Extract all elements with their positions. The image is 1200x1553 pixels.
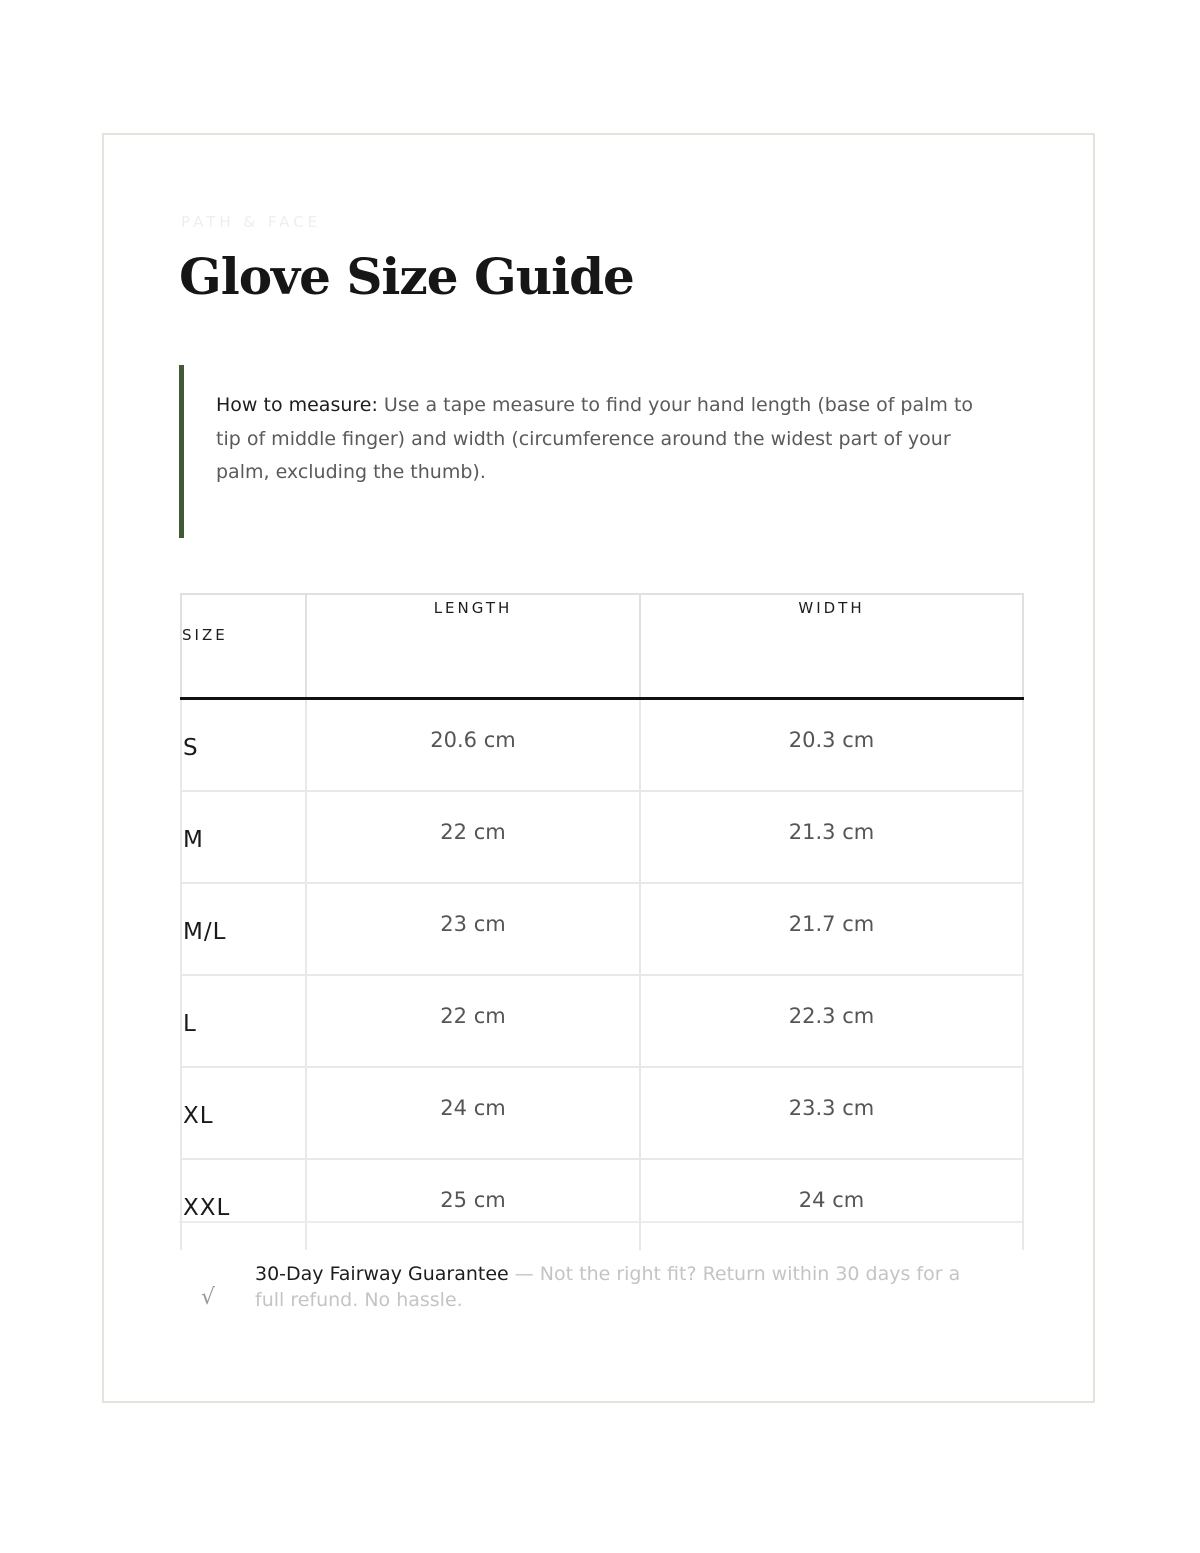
width-cell: 22.3 cm xyxy=(640,975,1023,1067)
length-cell: 22 cm xyxy=(306,975,640,1067)
check-icon: √ xyxy=(201,1285,216,1310)
table-row xyxy=(181,1159,1023,1250)
guarantee-text: — Not the right fit? Return within 30 days for a full refund. No hassle. xyxy=(255,1263,961,1311)
table-header-row xyxy=(181,594,1023,699)
measure-callout xyxy=(179,365,974,538)
table-row xyxy=(181,975,1023,1067)
table-row xyxy=(181,791,1023,883)
size-cell: XL xyxy=(181,1067,306,1159)
page-title: Glove Size Guide xyxy=(179,247,634,306)
guarantee-title: 30-Day Fairway Guarantee xyxy=(255,1263,509,1285)
width-cell: 20.3 cm xyxy=(640,699,1023,792)
width-cell: 21.7 cm xyxy=(640,883,1023,975)
width-cell: 24 cm xyxy=(640,1159,1023,1250)
length-cell: 22 cm xyxy=(306,791,640,883)
size-cell: S xyxy=(181,699,306,792)
size-guide-card xyxy=(102,133,1095,1403)
measure-text: Use a tape measure to find your hand length (base of palm to tip of middle finger) and width (circumference around the widest part of your palm, excluding the thumb). xyxy=(216,394,974,483)
length-cell: 20.6 cm xyxy=(306,699,640,792)
section-divider xyxy=(179,1221,1022,1223)
size-cell: XXL xyxy=(181,1159,306,1250)
measure-instructions xyxy=(216,389,976,490)
size-cell: L xyxy=(181,975,306,1067)
table-row xyxy=(181,883,1023,975)
length-cell: 25 cm xyxy=(306,1159,640,1250)
size-cell: M xyxy=(181,791,306,883)
table-row xyxy=(181,1067,1023,1159)
width-cell: 21.3 cm xyxy=(640,791,1023,883)
width-cell: 23.3 cm xyxy=(640,1067,1023,1159)
size-table xyxy=(180,593,1024,1250)
measure-lead: How to measure: xyxy=(216,394,378,416)
header-width: WIDTH xyxy=(640,594,1023,699)
length-cell: 24 cm xyxy=(306,1067,640,1159)
header-length: LENGTH xyxy=(306,594,640,699)
guarantee-note xyxy=(255,1261,985,1313)
header-size: SIZE xyxy=(181,594,306,699)
size-cell: M/L xyxy=(181,883,306,975)
table-row xyxy=(181,699,1023,792)
brand-name: PATH & FACE xyxy=(181,213,322,231)
length-cell: 23 cm xyxy=(306,883,640,975)
